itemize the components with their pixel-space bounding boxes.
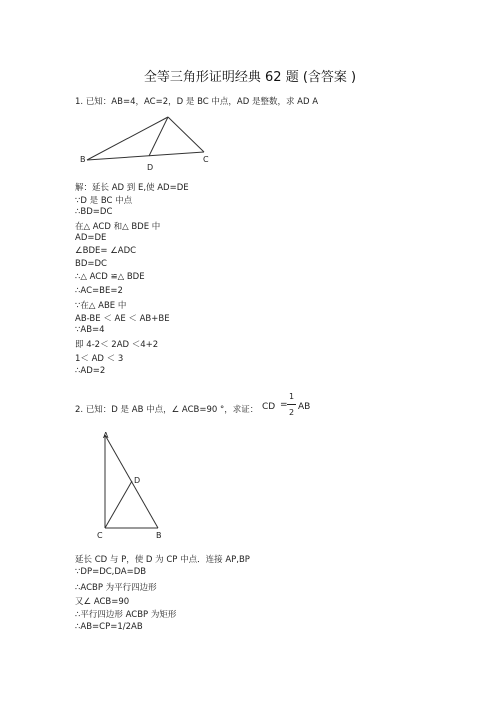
fraction-denominator: 2 [289, 408, 295, 417]
solution-line: AD=DE [75, 233, 107, 243]
solution-line: ∴AC=BE=2 [75, 286, 123, 296]
label-c: C [97, 531, 103, 540]
solution-line: ∴BD=DC [75, 207, 113, 217]
segment-ab [87, 117, 168, 160]
label-b: B [80, 155, 86, 164]
triangle-diagram-1 [80, 112, 220, 174]
solution-line: ∴ACBP 为平行四边形 [75, 583, 157, 593]
segment-ac [168, 117, 204, 152]
label-d: D [134, 476, 141, 485]
segment-ad [149, 117, 168, 156]
solution-line: 又∠ ACB=90 [75, 597, 130, 607]
solution-line: 延长 CD 与 P，使 D 为 CP 中点．连接 AP,BP [75, 555, 250, 565]
solution-line: ∵D 是 BC 中点 [75, 196, 133, 206]
fraction-numerator: 1 [289, 392, 295, 401]
solution-line: ∠BDE= ∠ADC [75, 246, 137, 256]
fraction-bar [287, 404, 296, 405]
label-b: B [156, 531, 162, 540]
solution-line: ∵在△ ABE 中 [75, 301, 127, 311]
segment-cd [105, 481, 132, 528]
formula-lhs: CD [262, 402, 276, 412]
solution-line: ∴AD=2 [75, 366, 106, 376]
solution-line: ∴△ ACD ≌△ BDE [75, 272, 145, 282]
problem-1-statement: 1. 已知：AB=4，AC=2，D 是 BC 中点，AD 是整数，求 AD A [75, 97, 319, 107]
triangle-diagram-2 [95, 428, 170, 543]
segment-bc [87, 152, 204, 160]
solution-line: ∴AB=CP=1/2AB [75, 622, 143, 632]
label-a: A [103, 431, 109, 440]
solution-line: ∵AB=4 [75, 325, 105, 335]
problem-2-statement: 2. 已知：D 是 AB 中点，∠ ACB=90 °，求证： [75, 405, 259, 415]
solution-line: 即 4-2＜ 2AD ＜4+2 [75, 340, 159, 350]
solution-line: 1＜ AD ＜ 3 [75, 354, 124, 364]
label-c: C [203, 155, 209, 164]
page-title: 全等三角形证明经典 62 题 (含答案 ) [143, 70, 357, 85]
formula-rhs: AB [298, 402, 311, 412]
solution-line: 解：延长 AD 到 E,使 AD=DE [75, 183, 189, 193]
solution-line: ∵DP=DC,DA=DB [75, 567, 147, 577]
solution-line: 在△ ACD 和△ BDE 中 [75, 222, 161, 232]
label-d: D [147, 163, 154, 172]
solution-line: ∴平行四边形 ACBP 为矩形 [75, 610, 177, 620]
solution-line: BD=DC [75, 259, 107, 269]
solution-line: AB-BE ＜ AE ＜ AB+BE [75, 314, 170, 324]
formula-eq: = [280, 400, 288, 410]
